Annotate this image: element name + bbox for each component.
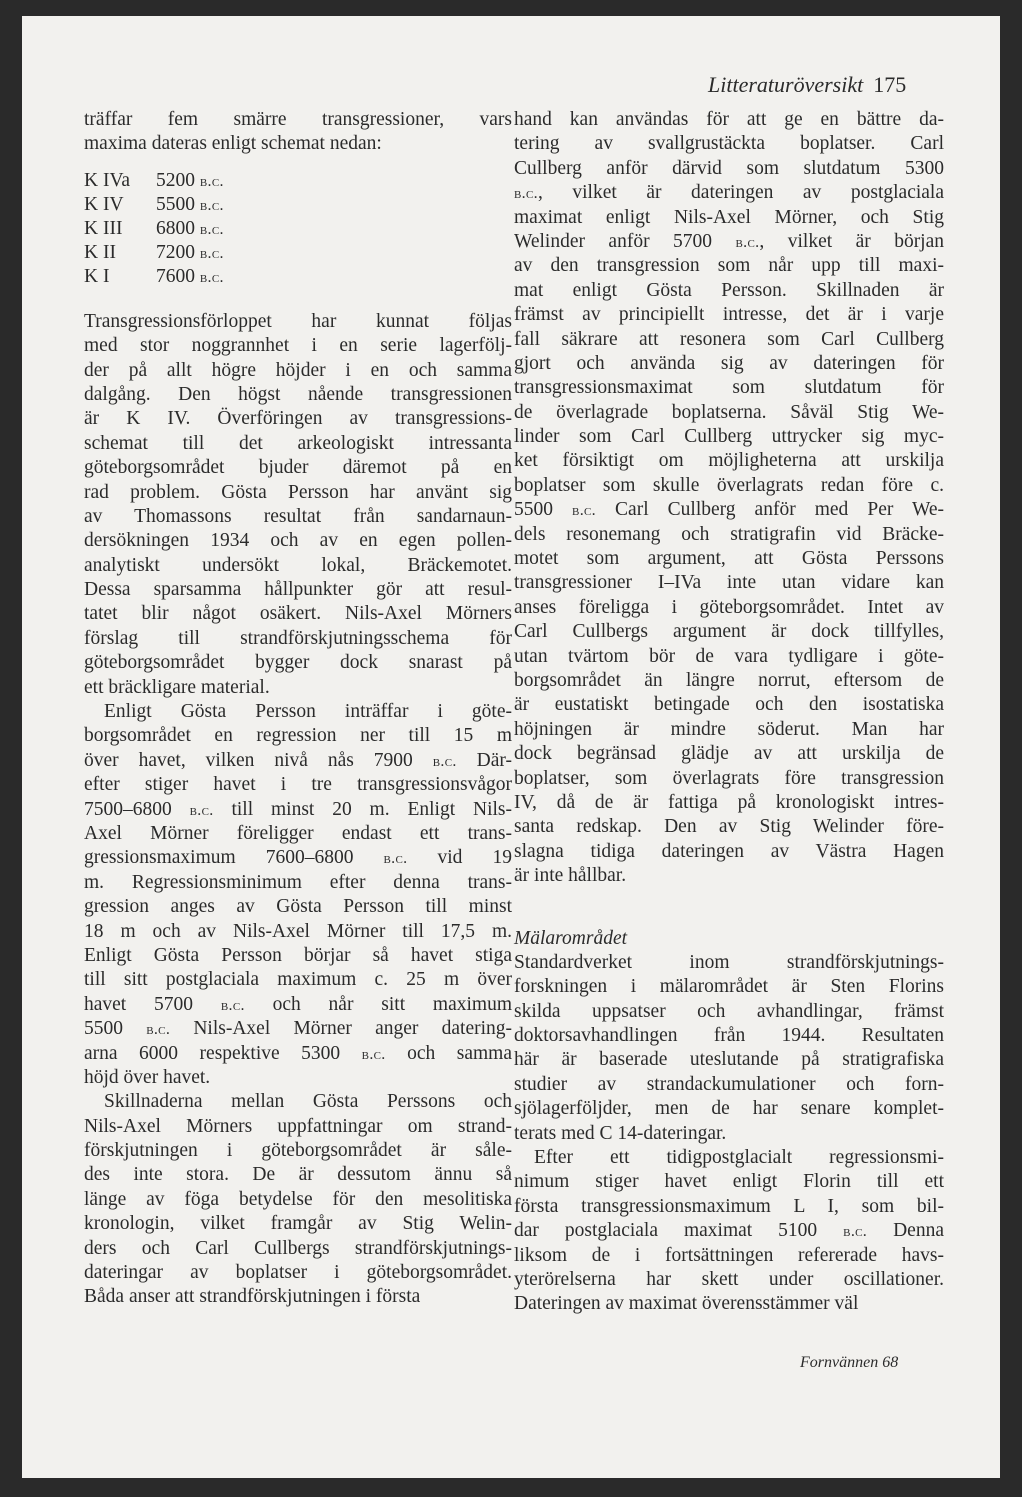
text-line: främst av principiellt intresse, det är i varje (514, 304, 944, 326)
era-abbrev: b.c. (189, 801, 214, 819)
left-column (84, 108, 512, 1310)
era-abbrev: b.c. (514, 185, 538, 203)
text-line: transgressioner I–IVa inte utan vidare kan (514, 572, 944, 594)
text-line: anses föreligga i göteborgsområdet. Intet av (514, 596, 944, 618)
text-line: dock begränsad glädje av att urskilja de (514, 743, 944, 765)
paragraph (84, 700, 512, 1090)
stage-date: 5500 b.c. (156, 193, 224, 215)
paragraph (84, 1090, 512, 1310)
text-line: till sitt postglaciala maximum c. 25 m över (84, 969, 512, 991)
text-line: borgsområdet än längre norrut, eftersom de (514, 669, 944, 691)
intro-paragraph (84, 108, 512, 157)
era-abbrev: b.c. (735, 233, 760, 251)
text-line: linder som Carl Cullberg uttrycker sig myc- (514, 426, 944, 448)
journal-footer: Fornvännen 68 (800, 1354, 899, 1371)
era-abbrev: b.c. (432, 752, 457, 770)
text-line: doktorsavhandlingen från 1944. Resultaten (514, 1025, 944, 1047)
text-line: havet 5700 b.c. och når sitt maximum (84, 993, 512, 1015)
era-abbrev: b.c. (199, 244, 224, 262)
stage-date: 7600 b.c. (156, 265, 224, 287)
text-line: dateringar av boplatser i göteborgsområdet. (84, 1262, 512, 1284)
text-line: des inte stora. De är dessutom ännu så (84, 1164, 512, 1186)
text-line: terats med C 14-dateringar. (514, 1122, 727, 1144)
text-line: av Thomassons resultat från sandarnaun- (84, 505, 512, 527)
text-line: 5500 b.c. Nils-Axel Mörner anger datering- (84, 1018, 513, 1040)
text-line: över havet, vilken nivå nås 7900 b.c. Där- (84, 749, 513, 771)
text-line: här är baserade uteslutande på stratigrafiska (514, 1049, 944, 1071)
text-line: kronologin, vilket framgår av Stig Welin- (84, 1213, 512, 1235)
stage-label: K I (84, 265, 110, 287)
text-line: de överlagrade boplatserna. Såväl Stig We- (514, 401, 944, 423)
right-column (514, 108, 944, 1317)
era-abbrev: b.c. (361, 1045, 386, 1063)
text-line: skilda uppsatser och avhandlingar, främst (514, 1000, 944, 1022)
text-line: efter stiger havet i tre transgressionsvågor (84, 774, 512, 796)
text-line: är eustatiskt betingade och den isostatiska (514, 694, 944, 716)
text-line: 5500 b.c. Carl Cullberg anför med Per We- (514, 499, 945, 521)
era-abbrev: b.c. (146, 1021, 171, 1039)
era-abbrev: b.c. (383, 850, 408, 868)
paragraph (514, 1146, 944, 1317)
text-line: göteborgsområdet bygger dock snarast på (84, 652, 512, 674)
text-line: Efter ett tidigpostglacialt regressionsmi- (534, 1147, 944, 1169)
running-head (708, 72, 906, 98)
text-line: Standardverket inom strandförskjutnings- (514, 951, 944, 973)
text-line: sjölagerföljder, men de har senare komplet- (514, 1098, 944, 1120)
text-line: Axel Mörner föreligger endast ett trans- (84, 822, 512, 844)
text-line: Cullberg anför därvid som slutdatum 5300 (514, 157, 944, 179)
table-row (84, 169, 512, 193)
stage-date: 7200 b.c. (156, 241, 224, 263)
text-line: höjningen är mindre söderut. Man har (514, 718, 944, 740)
text-line: slagna tidiga dateringen av Västra Hagen (514, 840, 944, 862)
text-line: Welinder anför 5700 b.c., vilket är början (514, 230, 945, 252)
text-line: tatet blir något osäkert. Nils-Axel Mörners (84, 603, 512, 625)
text-line: ders och Carl Cullbergs strandförskjutnings- (84, 1237, 512, 1259)
text-line: länge av föga betydelse för den mesolitiska (84, 1188, 512, 1210)
stage-label: K IV (84, 193, 124, 215)
book-page (22, 16, 1000, 1478)
text-line: hand kan användas för att ge en bättre da- (514, 109, 944, 130)
text-line: studier av strandackumulationer och forn- (514, 1073, 944, 1095)
text-line: förslag till strandförskjutningsschema för (84, 627, 512, 649)
text-line: borgsområdet en regression ner till 15 m (84, 725, 512, 747)
text-line: dalgång. Den högst nående transgressionen (84, 383, 512, 405)
text-line: motet som argument, att Gösta Perssons (514, 548, 944, 570)
era-abbrev: b.c. (843, 1223, 868, 1241)
text-line: maxima dateras enligt schemat nedan: (84, 133, 382, 155)
text-line: med stor noggrannhet i en serie lagerfölj- (84, 335, 512, 357)
text-line: träffar fem smärre transgressioner, vars (84, 109, 512, 130)
text-line: gressionsmaximum 7600–6800 b.c. vid 19 (84, 847, 512, 869)
text-line: dels resonemang och stratigrafin vid Bräcke- (514, 523, 944, 545)
era-abbrev: b.c. (572, 502, 596, 520)
text-line: schemat till det arkeologiskt intressanta (84, 432, 512, 454)
stage-date: 5200 b.c. (156, 169, 224, 191)
text-line: Enligt Gösta Persson inträffar i göte- (104, 701, 512, 723)
text-line: dersökningen 1934 och av en egen pollen- (84, 530, 512, 552)
transgression-table (84, 169, 512, 289)
era-abbrev: b.c. (220, 996, 245, 1014)
text-line: Dateringen av maximat överensstämmer väl (514, 1293, 859, 1315)
text-line: höjd över havet. (84, 1066, 211, 1088)
text-line: arna 6000 respektive 5300 b.c. och samma (84, 1042, 513, 1064)
text-line: är K IV. Överföringen av transgressions- (84, 408, 512, 430)
text-line: är inte hållbar. (514, 865, 627, 887)
table-row (84, 241, 512, 265)
text-line: m. Regressionsminimum efter denna trans- (84, 871, 512, 893)
text-line: yterörelserna har skett under oscillationer. (514, 1268, 944, 1290)
paragraph (514, 951, 944, 1146)
text-line: boplatser som skulle överlagrats redan före c. (514, 474, 944, 496)
text-line: Transgressionsförloppet har kunnat följas (84, 310, 512, 332)
text-line: boplatser, som överlagrats före transgression (514, 767, 944, 789)
running-title: Litteraturöversikt (708, 72, 864, 97)
text-line: rad problem. Gösta Persson har använt sig (84, 481, 512, 503)
era-abbrev: b.c. (199, 268, 224, 286)
text-line: 7500–6800 b.c. till minst 20 m. Enligt Nils- (84, 798, 512, 820)
stage-label: K IVa (84, 169, 131, 191)
page-number: 175 (873, 72, 907, 97)
text-line: tering av svallgrustäckta boplatser. Carl (514, 133, 944, 155)
text-line: liksom de i fortsättningen refererade havs- (514, 1244, 944, 1266)
text-line: mat enligt Gösta Persson. Skillnaden är (514, 279, 944, 301)
text-line: analytiskt undersökt lokal, Bräckemotet. (84, 554, 512, 576)
text-line: ket försiktigt om möjligheterna att urskilja (514, 450, 944, 472)
stage-label: K III (84, 217, 123, 239)
text-line: der på allt högre höjder i en och samma (84, 359, 512, 381)
text-line: Skillnaderna mellan Gösta Perssons och (104, 1091, 512, 1113)
text-line: b.c., vilket är dateringen av postglaciala (514, 182, 944, 204)
text-line: 18 m och av Nils-Axel Mörner till 17,5 m. (84, 920, 512, 942)
section-heading: Mälarområdet (514, 927, 628, 949)
text-line: nimum stiger havet enligt Florin till ett (514, 1171, 944, 1193)
text-line: maximat enligt Nils-Axel Mörner, och Stig (514, 206, 944, 228)
table-row (84, 193, 512, 217)
stage-label: K II (84, 241, 116, 263)
text-line: fall säkrare att resonera som Carl Cullberg (514, 328, 944, 350)
era-abbrev: b.c. (199, 172, 224, 190)
table-row (84, 217, 512, 241)
text-line: gression anges av Gösta Persson till minst (84, 896, 512, 918)
text-line: göteborgsområdet bjuder däremot på en (84, 457, 512, 479)
text-line: transgressionsmaximat som slutdatum för (514, 377, 944, 399)
text-line: ett bräckligare material. (84, 676, 270, 698)
text-line: dar postglaciala maximat 5100 b.c. Denna (514, 1220, 944, 1242)
paragraph (84, 310, 512, 700)
text-line: av den transgression som når upp till maxi- (514, 255, 944, 277)
text-line: Båda anser att strandförskjutningen i första (84, 1286, 421, 1308)
paragraph (514, 108, 944, 889)
text-line: gjort och använda sig av dateringen för (514, 352, 944, 374)
table-row (84, 265, 512, 289)
text-line: första transgressionsmaximum L I, som bil- (514, 1195, 944, 1217)
era-abbrev: b.c. (199, 220, 224, 238)
text-line: Nils-Axel Mörners uppfattningar om strand- (84, 1115, 512, 1137)
text-line: forskningen i mälarområdet är Sten Florins (514, 976, 944, 998)
text-line: Carl Cullbergs argument är dock tillfylles, (514, 621, 944, 643)
text-line: förskjutningen i göteborgsområdet är såle- (84, 1140, 512, 1162)
stage-date: 6800 b.c. (156, 217, 224, 239)
text-line: IV, då de är fattiga på kronologiskt intres- (514, 791, 944, 813)
text-line: santa redskap. Den av Stig Welinder före- (514, 816, 944, 838)
text-line: Enligt Gösta Persson börjar så havet stiga (84, 944, 512, 966)
text-line: Dessa sparsamma hållpunkter gör att resul- (84, 579, 512, 601)
text-line: utan tvärtom bör de vara tydligare i göte- (514, 645, 944, 667)
era-abbrev: b.c. (199, 196, 224, 214)
